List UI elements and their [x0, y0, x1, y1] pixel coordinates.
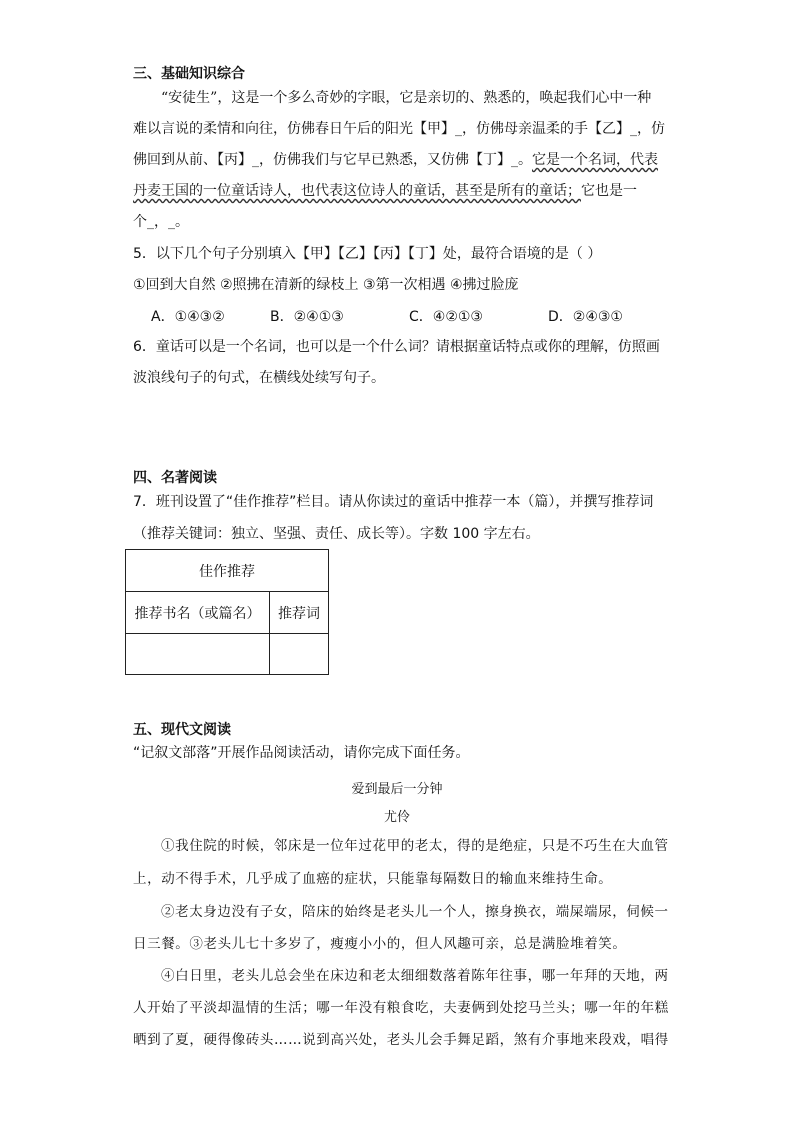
question-6-line-1: 6．童话可以是一个名词，也可以是一个什么词？请根据童话特点或你的理解，仿照画 [133, 339, 660, 355]
table-cell-recommendation-input[interactable] [270, 634, 328, 674]
wavy-sentence-part-1: 它是一个名词，代表 [532, 152, 658, 168]
section-3-title: 三、基础知识综合 [133, 66, 245, 82]
section-5-intro: “记叙文部落”开展作品阅读活动，请你完成下面任务。 [133, 745, 470, 761]
question-5-items: ①回到大自然 ②照拂在清新的绿枝上 ③第一次相遇 ④拂过脸庞 [133, 277, 519, 293]
article-paragraph-line-2: 上，动不得手术，几乎成了血癌的症状，只能靠每隔数日的输血来维持生命。 [133, 871, 613, 887]
article-paragraph-line-3: ②老太身边没有子女，陪床的始终是老头儿一个人，擦身换衣，端屎端尿，伺候一 [161, 904, 669, 920]
recommend-table [125, 549, 329, 675]
option-a: A．①④③② [151, 309, 225, 325]
article-paragraph-line-1: ①我住院的时候，邻床是一位年过花甲的老太，得的是绝症，只是不巧生在大血管 [161, 838, 669, 854]
passage-line-4 [133, 181, 637, 201]
article-author: 尤伶 [383, 810, 410, 825]
question-5: 5．以下几个句子分别填入【甲】【乙】【丙】【丁】处，最符合语境的是（ ） [133, 246, 602, 262]
wavy-sentence-part-2: 丹麦王国的一位童话诗人，也代表这位诗人的童话，甚至是所有的童话； [133, 183, 581, 199]
passage-line-1: “安徒生”，这是一个多么奇妙的字眼，它是亲切的、熟悉的，唤起我们心中一种 [161, 90, 652, 106]
article-title: 爱到最后一分钟 [351, 782, 443, 797]
article-paragraph-line-7: 晒到了夏，硬得像砖头……说到高兴处，老头儿会手舞足蹈，煞有介事地来段戏，唱得 [133, 1032, 669, 1048]
table-header: 佳作推荐 [126, 550, 328, 592]
passage-line-2: 难以言说的柔情和向往，仿佛春日午后的阳光【甲】_，仿佛母亲温柔的手【乙】_，仿 [133, 121, 665, 137]
passage-line-3 [133, 150, 658, 170]
article-paragraph-line-6: 人开始了平淡却温情的生活；哪一年没有粮食吃，夫妻俩到处挖马兰头；哪一年的年糕 [133, 1000, 669, 1016]
question-7-line-1: 7．班刊设置了“佳作推荐”栏目。请从你读过的童话中推荐一本（篇），并撰写推荐词 [133, 494, 654, 510]
option-d: D．②④③① [548, 309, 623, 325]
section-4-title: 四、名著阅读 [133, 470, 217, 486]
passage-line-5: 个_，_。 [133, 214, 189, 230]
passage-line-4-tail: 它也是一 [581, 183, 637, 199]
article-paragraph-line-5: ④白日里，老头儿总会坐在床边和老太细细数落着陈年往事，哪一年拜的天地，两 [161, 968, 669, 984]
table-col-book-title: 推荐书名（或篇名） [134, 605, 261, 622]
passage-line-3-text: 佛回到从前、【丙】_，仿佛我们与它早已熟悉，又仿佛【丁】_。 [133, 152, 532, 168]
option-b: B．②④①③ [270, 309, 344, 325]
article-paragraph-line-4: 日三餐。③老头儿七十多岁了，瘦瘦小小的，但人风趣可亲，总是满脸堆着笑。 [133, 936, 627, 952]
table-cell-book-title-input[interactable] [126, 634, 269, 674]
option-c: C．④②①③ [409, 309, 483, 325]
question-6-line-2: 波浪线句子的句式，在横线处续写句子。 [133, 370, 385, 386]
table-col-recommendation: 推荐词 [278, 605, 320, 622]
section-5-title: 五、现代文阅读 [133, 722, 231, 738]
question-7-line-2: （推荐关键词：独立、坚强、责任、成长等）。字数 100 字左右。 [133, 526, 540, 542]
